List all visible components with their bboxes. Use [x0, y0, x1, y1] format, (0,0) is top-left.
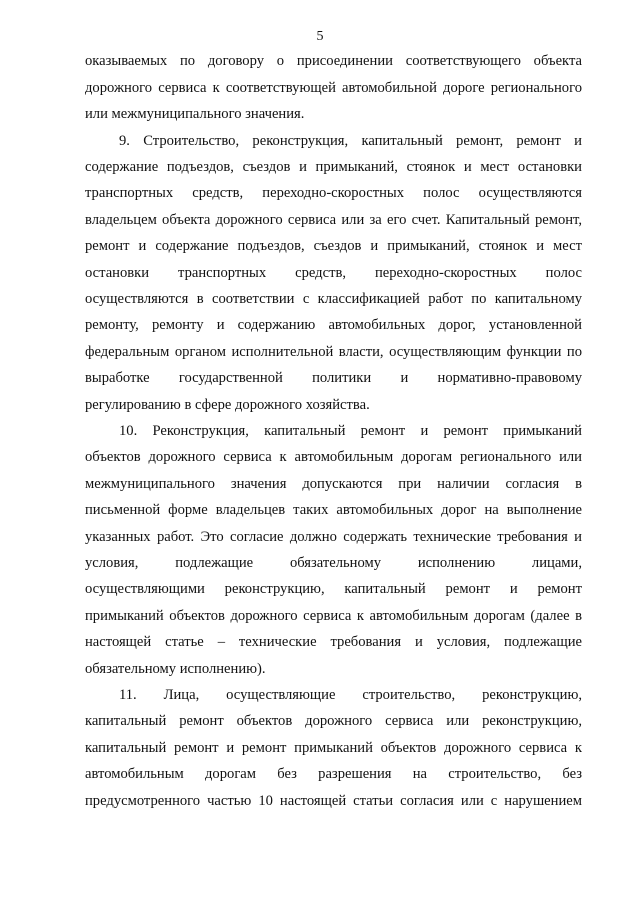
text-line: выработке государственной политики и нормативно-правовому: [85, 370, 582, 386]
text-line: остановки транспортных средств, переходно-скоростных полос: [85, 265, 582, 281]
text-line: письменной форме владельцев таких автомобильных дорог на выполнение: [85, 502, 582, 518]
text-line: транспортных средств, переходно-скоростных полос осуществляются: [85, 185, 582, 201]
text-line: федеральным органом исполнительной власти, осуществляющим функции по: [85, 344, 582, 360]
text-line: условия, подлежащие обязательному исполнению лицами,: [85, 555, 582, 571]
text-line: владельцем объекта дорожного сервиса или за его счет. Капитальный ремонт,: [85, 212, 582, 228]
text-line: обязательному исполнению).: [85, 661, 266, 677]
text-line: ремонт и содержание подъездов, съездов и примыканий, стоянок и мест: [85, 238, 582, 254]
text-line: указанных работ. Это согласие должно содержать технические требования и: [85, 529, 582, 545]
text-line: оказываемых по договору о присоединении соответствующего объекта: [85, 53, 582, 69]
text-line: объектов дорожного сервиса к автомобильным дорогам регионального или: [85, 449, 582, 465]
paragraph-11-first-line: 11. Лица, осуществляющие строительство, реконструкцию,: [119, 687, 582, 703]
text-line: автомобильным дорогам без разрешения на строительство, без: [85, 766, 582, 782]
paragraph-10-first-line: 10. Реконструкция, капитальный ремонт и ремонт примыканий: [119, 423, 582, 439]
text-line: регулированию в сфере дорожного хозяйства.: [85, 397, 370, 413]
paragraph-9-first-line: 9. Строительство, реконструкция, капитальный ремонт, ремонт и: [119, 133, 582, 149]
text-line: межмуниципального значения допускаются при наличии согласия в: [85, 476, 582, 492]
text-line: дорожного сервиса к соответствующей автомобильной дороге регионального: [85, 80, 582, 96]
page-number: 5: [316, 29, 324, 44]
text-line: содержание подъездов, съездов и примыканий, стоянок и мест остановки: [85, 159, 582, 175]
text-line: примыканий объектов дорожного сервиса к автомобильным дорогам (далее в: [85, 608, 582, 624]
text-line: ремонту, ремонту и содержанию автомобильных дорог, установленной: [85, 317, 582, 333]
text-line: или межмуниципального значения.: [85, 106, 305, 122]
text-line: капитальный ремонт объектов дорожного сервиса или реконструкцию,: [85, 713, 582, 729]
text-line: осуществляются в соответствии с классификацией работ по капитальному: [85, 291, 582, 307]
text-line: предусмотренного частью 10 настоящей статьи согласия или с нарушением: [85, 793, 582, 809]
text-line: настоящей статье – технические требования и условия, подлежащие: [85, 634, 582, 650]
text-line: осуществляющими реконструкцию, капитальный ремонт и ремонт: [85, 581, 582, 597]
text-line: капитальный ремонт и ремонт примыканий объектов дорожного сервиса к: [85, 740, 582, 756]
